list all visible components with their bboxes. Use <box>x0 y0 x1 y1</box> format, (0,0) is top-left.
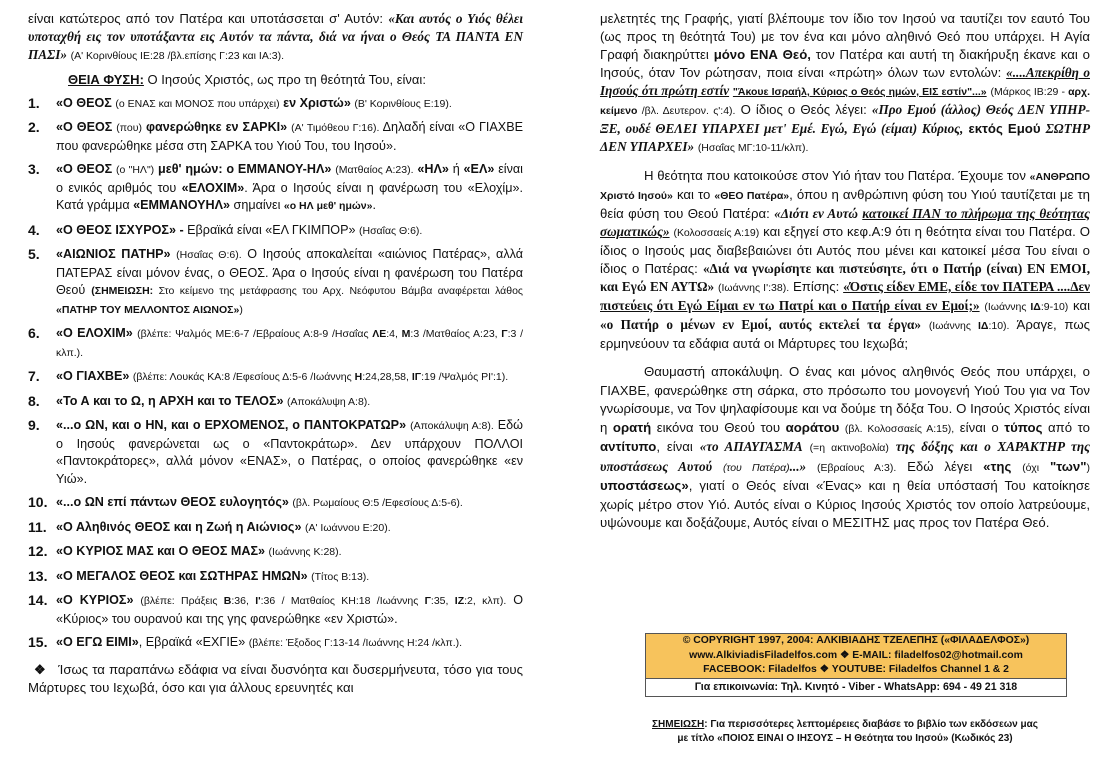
list-item <box>28 543 523 562</box>
list-item-text: «Ο ΘΕΟΣ (ο "ΗΛ") μεθ' ημών: ο ΕΜΜΑΝΟΥ-ΗΛ» (Ματθαίος Α:23). «ΗΛ» ή «ΕΛ» είναι ο ενικός αριθμός του «ΕΛΟΧΙΜ». Άρα ο Ιησούς είναι η φανέρωση του «Ελοχίμ». Κατά γράμμα «ΕΜΜΑΝΟΥΗΛ» σημαίνει «ο ΗΛ μεθ' ημών». <box>56 162 523 212</box>
list-item <box>28 95 523 114</box>
list-item-number: 11. <box>28 518 47 535</box>
list-item-text: «Ο ΘΕΟΣ ΙΣΧΥΡΟΣ» - Εβραϊκά είναι «ΕΛ ΓΚΙΜΠΟΡ» (Ησαΐας Θ:6). <box>56 222 423 237</box>
section-heading <box>28 71 523 89</box>
list-item <box>28 494 523 513</box>
list-item-text: «Ο ΕΛΟΧΙΜ» (βλέπε: Ψαλμός ΜΕ:6-7 /Εβραίους Α:8-9 /Ησαΐας ΛΕ:4, Μ:3 /Ματθαίος Α:23, Γ:3 /κλπ.). <box>56 326 524 359</box>
list-item-text: «Ο ΘΕΟΣ (που) φανερώθηκε εν ΣΑΡΚΙ» (Α' Τιμόθεου Γ:16). Δηλαδή είναι «Ο ΓΙΑΧΒΕ που φανερώθηκε μέσα στη ΣΑΡΚΑ του Υιού Του, του Ιησού». <box>56 120 523 153</box>
copyright-line: © COPYRIGHT 1997, 2004: ΑΛΚΙΒΙΑΔΗΣ ΤΖΕΛΕΠΗΣ («ΦΙΛΑΔΕΛΦΟΣ») <box>682 635 1030 646</box>
social-line: FACEBOOK: Filadelfos ❖ YOUTUBE: Filadelfos Channel 1 & 2 <box>703 664 1009 675</box>
list-item-text: «Ο ΘΕΟΣ (ο ΕΝΑΣ και ΜΟΝΟΣ που υπάρχει) εν Χριστώ» (Β' Κορινθίους Ε:19). <box>56 95 452 110</box>
list-item-text: «Ο ΕΓΩ ΕΙΜΙ», Εβραϊκά «ΕΧΓΙΕ» (βλέπε: Έξοδος Γ:13-14 /Ιωάννης Η:24 /κλπ.). <box>56 635 463 649</box>
list-item-number: 14. <box>28 592 48 608</box>
list-item-number: 13. <box>28 567 48 584</box>
heading-text: Ο Ιησούς Χριστός, ως προ τη θεότητά Του, είναι: <box>147 72 426 87</box>
list-item <box>28 393 523 412</box>
list-item-text: «Ο Αληθινός ΘΕΟΣ και η Ζωή η Αιώνιος» (Α' Ιωάννου Ε:20). <box>56 519 391 534</box>
note-line-1: : Για περισσότερες λεπτομέρειες διαβάσε το βιβλίο των εκδόσεων μας <box>704 719 1038 730</box>
list-item-number: 15. <box>28 634 48 650</box>
list-item <box>28 634 523 653</box>
list-item <box>28 417 523 488</box>
intro-quote: «Και αυτός ο Υιός θέλει υποταχθή εις τον υποτάξαντα εις Αυτόν τα πάντα, διά να ήναι ο Θεός ΤΑ ΠΑΝΤΑ ΕΝ ΠΑΣΙ» <box>28 11 524 62</box>
right-paragraph-1: μελετητές της Γραφής, γιατί βλέπουμε τον ίδιο τον Ιησού να ταυτίζει τον εαυτό Του (ως προς τη θεότητά Του) με τον ένα και μόνο αληθινό Θεό που υπάρχει. Η Αγία Γραφή διακηρύττει μόνο ΕΝΑ Θεό, τον Πατέρα και αυτή τη διακήρυξη έκανε και ο Ιησούς, όταν Τον ρώτησαν, ποια είναι «πρώτη» όλων των εντολών: «....Απεκρίθη ο Ιησούς ότι πρώτη εστίν "Άκουε Ισραήλ, Κύριος ο Θεός ημών, ΕΙΣ εστίν"...» (Μάρκος ΙΒ:29 - αρχ. κείμενο /βλ. Δευτερον. ς':4). Ο ίδιος ο Θεός λέγει: «Προ Εμού (άλλος) Θεός ΔΕΝ ΥΠΗΡ-ΞΕ, ουδέ ΘΕΛΕΙ ΥΠΑΡΧΕΙ μετ' Εμέ. Εγώ, Εγώ (είμαι) Κύριος, εκτός Εμού ΣΩΤΗΡ ΔΕΝ ΥΠΑΡΧΕΙ» (Ησαΐας ΜΓ:10-11/κλπ). <box>600 11 1091 154</box>
list-item-number: 12. <box>28 543 48 559</box>
list-item-text: «...ο ΩΝ, και ο ΗΝ, και ο ΕΡΧΟΜΕΝΟΣ, ο ΠΑΝΤΟΚΡΑΤΩΡ» (Αποκάλυψη Α:8). Εδώ ο Ιησούς φανερώνεται ως ο «Παντοκράτωρ». Δεν υπάρχουν ΠΟΛΛΟΙ «Παντοκράτορες», αλλά μόνον «ΕΝΑΣ», ο Πατέρας, ο οποίος φανερώθηκε «εν Υιώ». <box>56 418 523 486</box>
list-item <box>28 592 523 628</box>
list-item-text: «Ο ΚΥΡΙΟΣ ΜΑΣ και Ο ΘΕΟΣ ΜΑΣ» (Ιωάννης Κ:28). <box>56 544 342 558</box>
diamond-bullet-icon: ❖ <box>34 661 47 677</box>
list-item-text: «Ο ΜΕΓΑΛΟΣ ΘΕΟΣ και ΣΩΤΗΡΑΣ ΗΜΩΝ» (Τίτος Β:13). <box>56 568 370 583</box>
note-label: ΣΗΜΕΙΩΣΗ <box>652 719 705 730</box>
bullet-paragraph <box>28 661 523 697</box>
list-item-number: 5. <box>28 246 40 262</box>
list-item-number: 4. <box>28 221 40 238</box>
list-item-number: 1. <box>28 94 40 111</box>
divine-nature-list <box>28 95 523 653</box>
right-paragraph-2: Η θεότητα που κατοικούσε στον Υιό ήταν του Πατέρα. Έχουμε τον «ΑΝΘΡΩΠΟ Χριστό Ιησού» και το «ΘΕΟ Πατέρα», όπου η ανθρώπινη φύση του Υιού ταυτίζεται με τη θεία φύση του Θεού Πατέρα: «Διότι εν Αυτώ κατοικεί ΠΑΝ το πλήρωμα της θεότητας σωματικώς» (Κολοσσαείς Α:19) και εξηγεί στο κεφ.Α:9 ότι η θεότητα είναι του Πατέρα. Ο ίδιος ο Ιησούς μας διαβεβαιώνει ότι Αυτός που μένει και κατοικεί μέσα Του είναι ο ίδιος ο Πατέρας: «Διά να γνωρίσητε και πιστεύσητε, ότι ο Πατήρ (είναι) ΕΝ ΕΜΟΙ, και Εγώ ΕΝ ΑΥΤΩ» (Ιωάννης Ι':38). Επίσης: «Όστις είδεν ΕΜΕ, είδε τον ΠΑΤΕΡΑ ....Δεν πιστεύεις ότι Εγώ Είμαι εν τω Πατρί και ο Πατήρ είναι εν Εμοί;» (Ιωάννης ΙΔ:9-10) και «ο Πατήρ ο μένων εν Εμοί, αυτός εκτελεί τα έργα» (Ιωάννης ΙΔ:10). Άραγε, πως ερμηνεύουν τα εδάφια αυτά οι Μάρτυρες του Ιεχωβά; <box>600 168 1091 351</box>
website-email-line: www.AlkiviadisFiladelfos.com ❖ E-MAIL: filadelfos02@hotmail.com <box>689 649 1023 661</box>
list-item <box>28 246 523 319</box>
list-item-text: «ΑΙΩΝΙΟΣ ΠΑΤΗΡ» (Ησαΐας Θ:6). Ο Ιησούς αποκαλείται «αιώνιος Πατέρας», αλλά ΠΑΤΕΡΑΣ είναι μόνον ένας, ο ΘΕΟΣ. Άρα ο Ιησούς είναι η φανέρωση του Πατέρα Θεού (ΣΗΜΕΙΩΣΗ: Στο κείμενο της μετάφρασης του Αρχ. Νεόφυτου Βάμβα αναφέρεται λάθος «ΠΑΤΗΡ ΤΟΥ ΜΕΛΛΟΝΤΟΣ ΑΙΩΝΟΣ») <box>56 247 523 316</box>
bullet-text: Ίσως τα παραπάνω εδάφια να είναι δυσνόητα και δυσερμήνευτα, τόσο για τους Μάρτυρες του Ιεχωβά, όσο και για άλλους ερευνητές και <box>28 661 523 695</box>
list-item-number: 8. <box>28 392 40 409</box>
copyright-box <box>645 633 1067 697</box>
contact-line: Για επικοινωνία: Τηλ. Κινητό - Viber - WhatsApp: 694 - 49 21 318 <box>646 678 1066 696</box>
note-line-2: με τίτλο «ΠΟΙΟΣ ΕΙΝΑΙ Ο ΙΗΣΟΥΣ – Η Θεότητα του Ιησού» (Κωδικός 23) <box>677 733 1013 744</box>
list-item-text: «Ο ΚΥΡΙΟΣ» (βλέπε: Πράξεις Β:36, Ι':36 / Ματθαίος ΚΗ:18 /Ιωάννης Γ:35, ΙΖ:2, κλπ). Ο «Κύριος» του ουρανού και της γης φανερώθηκε «εν Χριστώ». <box>56 593 524 626</box>
intro-text: είναι κατώτερος από τον Πατέρα και υποτάσσεται σ' Αυτόν: <box>28 11 384 26</box>
list-item-number: 7. <box>28 368 40 384</box>
list-item-text: «Το Α και το Ω, η ΑΡΧΗ και το ΤΕΛΟΣ» (Αποκάλυψη Α:8). <box>56 393 371 408</box>
list-item <box>28 568 523 587</box>
right-paragraph-3: Θαυμαστή αποκάλυψη. Ο ένας και μόνος αληθινός Θεός που υπάρχει, ο ΓΙΑΧΒΕ, φανερώθηκε στη σάρκα, στο πρόσωπο του μονογενή Υιού Του για να Τον γνωρίσουμε, να Τον ψηλαφίσουμε και να δούμε τη δόξα Του. Ο Ιησούς Χριστός είναι η ορατή εικόνα του Θεού του αοράτου (βλ. Κολοσσαείς Α:15), είναι ο τύπος από το αντίτυπο, είναι «το ΑΠΑΥΓΑΣΜΑ (=η ακτινοβολία) της δόξης και ο ΧΑΡΑΚΤΗΡ της υποστάσεως Αυτού (του Πατέρα)...» (Εβραίους Α:3). Εδώ λέγει «της (όχι "των") υποστάσεως», γιατί ο Θεός είναι «Ένας» και η θεία υπόστασή Του κατοίκησε χωρίς μέτρο στον Υιό. Αυτός είναι ο Κύριος Ιησούς Χριστός τον οποίο λατρεύουμε, υψώνουμε και δοξάζουμε, Αυτός είναι ο ΜΕΣΙΤΗΣ μας προς τον Πατέρα Θεό. <box>600 364 1091 530</box>
list-item-number: 10. <box>28 494 48 510</box>
heading-label: ΘΕΙΑ ΦΥΣΗ: <box>68 72 144 87</box>
intro-ref: (Α' Κορινθίους ΙΕ:28 /βλ.επίσης Γ:23 και ΙΑ:3). <box>70 50 284 62</box>
left-column <box>28 10 523 697</box>
list-item <box>28 119 523 155</box>
list-item-text: «...ο ΩΝ επί πάντων ΘΕΟΣ ευλογητός» (βλ. Ρωμαίους Θ:5 /Εφεσίους Δ:5-6). <box>56 495 463 509</box>
list-item <box>28 368 523 387</box>
list-item-number: 9. <box>28 417 40 433</box>
right-column <box>600 10 1090 533</box>
list-item <box>28 161 523 216</box>
list-item <box>28 325 523 362</box>
list-item <box>28 519 523 538</box>
list-item-number: 3. <box>28 161 40 177</box>
list-item <box>28 222 523 241</box>
intro-paragraph <box>28 10 523 65</box>
list-item-number: 6. <box>28 325 40 341</box>
footer-note <box>600 718 1090 746</box>
list-item-number: 2. <box>28 119 40 135</box>
list-item-text: «Ο ΓΙΑΧΒΕ» (βλέπε: Λουκάς ΚΑ:8 /Εφεσίους Δ:5-6 /Ιωάννης Η:24,28,58, ΙΓ:19 /Ψαλμός ΡΙ':1). <box>56 369 509 383</box>
